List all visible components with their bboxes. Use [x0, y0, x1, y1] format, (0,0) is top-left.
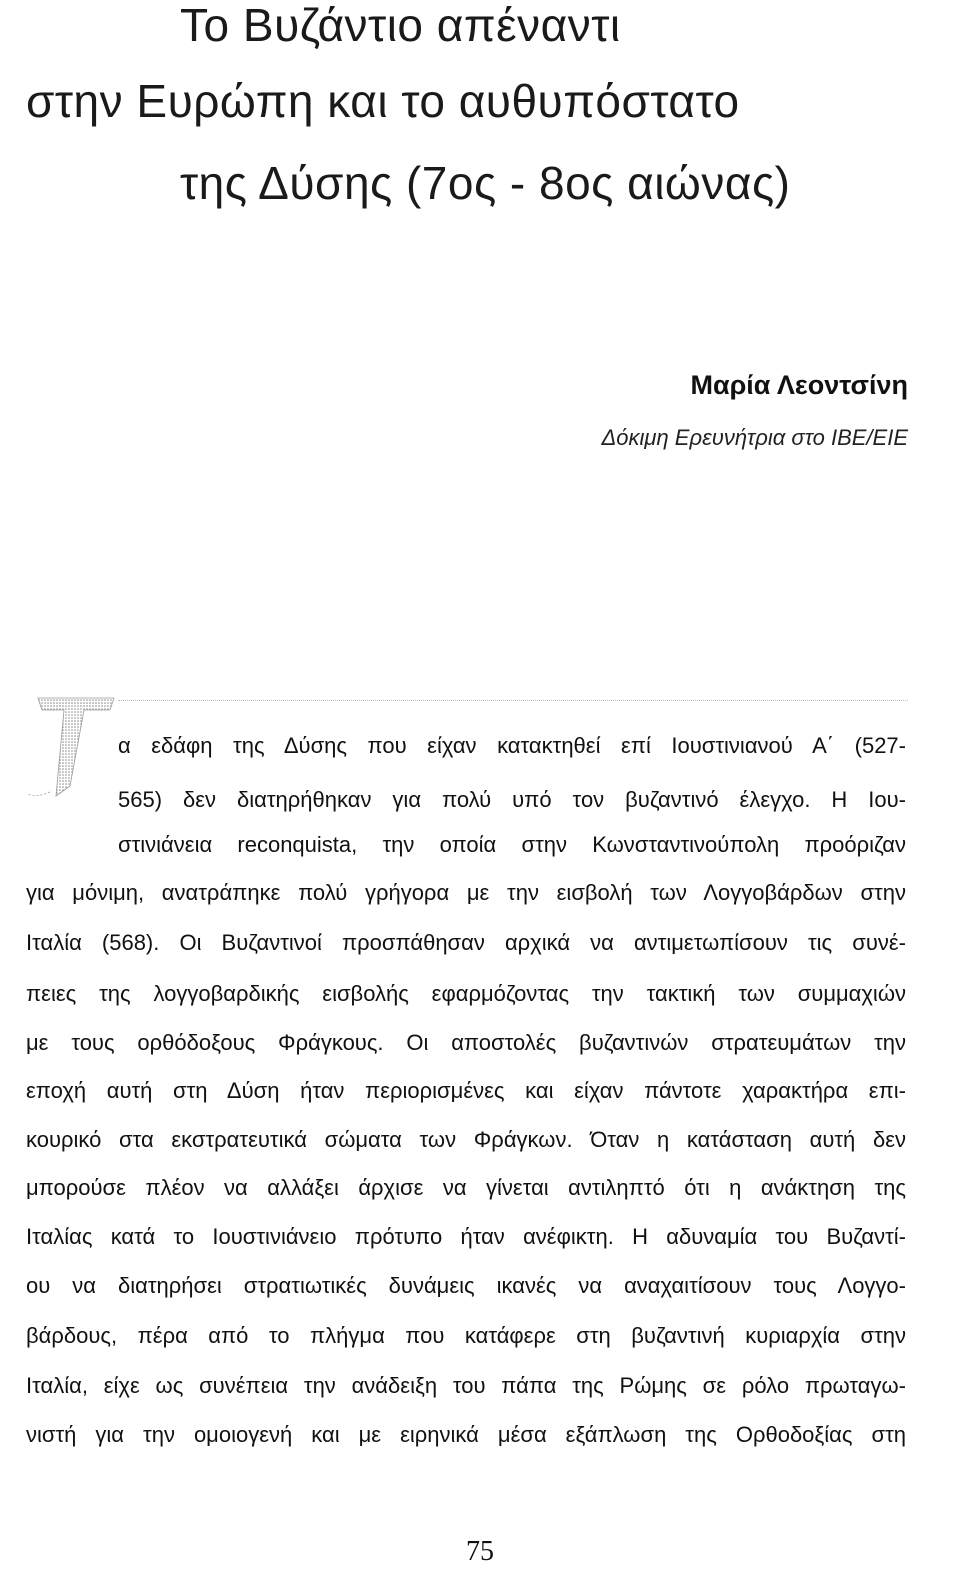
body-line: μπορούσε πλέον να αλλάξει άρχισε να γίνεται αντιληπτό ότι η ανάκτηση της — [26, 1175, 906, 1200]
scan-dotted-rule — [118, 700, 908, 701]
body-line: εποχή αυτή στη Δύση ήταν περιορισμένες και είχαν πάντοτε χαρακτήρα επι- — [26, 1078, 906, 1103]
body-line: α εδάφη της Δύσης που είχαν κατακτηθεί επί Ιουστινιανού Α΄ (527- — [118, 733, 906, 758]
body-line: στινιάνεια reconquista, την οποία στην Κωνσταντινούπολη προόριζαν — [118, 832, 906, 857]
body-line: νιστή για την ομοιογενή και με ειρηνικά μέσα εξάπλωση της Ορθοδοξίας στη — [26, 1422, 906, 1447]
title-line-1: Το Βυζάντιο απέναντι — [180, 0, 621, 51]
body-line: για μόνιμη, ανατράπηκε πολύ γρήγορα με την εισβολή των Λογγοβάρδων στην — [26, 880, 906, 905]
page-number: 75 — [466, 1536, 494, 1567]
author-affiliation: Δόκιμη Ερευνήτρια στο ΙΒΕ/ΕΙΕ — [601, 425, 908, 450]
author-name: Μαρία Λεοντσίνη — [690, 370, 908, 400]
body-line: 565) δεν διατηρήθηκαν για πολύ υπό τον βυζαντινό έλεγχο. Η Ιου- — [118, 787, 906, 812]
title-line-2: στην Ευρώπη και το αυθυπόστατο — [26, 75, 740, 127]
body-line: με τους ορθόδοξους Φράγκους. Οι αποστολές βυζαντινών στρατευμάτων την — [26, 1030, 906, 1055]
body-line: πειες της λογγοβαρδικής εισβολής εφαρμόζοντας την τακτική των συμμαχιών — [26, 981, 906, 1006]
body-line: Ιταλίας κατά το Ιουστινιάνειο πρότυπο ήταν ανέφικτη. Η αδυναμία του Βυζαντί- — [26, 1224, 906, 1249]
title-line-3: της Δύσης (7ος - 8ος αιώνας) — [180, 157, 791, 209]
body-line: βάρδους, πέρα από το πλήγμα που κατάφερε στη βυζαντινή κυριαρχία στην — [26, 1323, 906, 1348]
body-line: Ιταλία (568). Οι Βυζαντινοί προσπάθησαν αρχικά να αντιμετωπίσουν τις συνέ- — [26, 930, 906, 955]
drop-cap-tau — [26, 690, 116, 810]
body-line: κουρικό στα εκστρατευτικά σώματα των Φράγκων. Όταν η κατάσταση αυτή δεν — [26, 1127, 906, 1152]
body-line: Ιταλία, είχε ως συνέπεια την ανάδειξη του πάπα της Ρώμης σε ρόλο πρωταγω- — [26, 1373, 906, 1398]
body-line: ου να διατηρήσει στρατιωτικές δυνάμεις ικανές να αναχαιτίσουν τους Λογγο- — [26, 1273, 906, 1298]
